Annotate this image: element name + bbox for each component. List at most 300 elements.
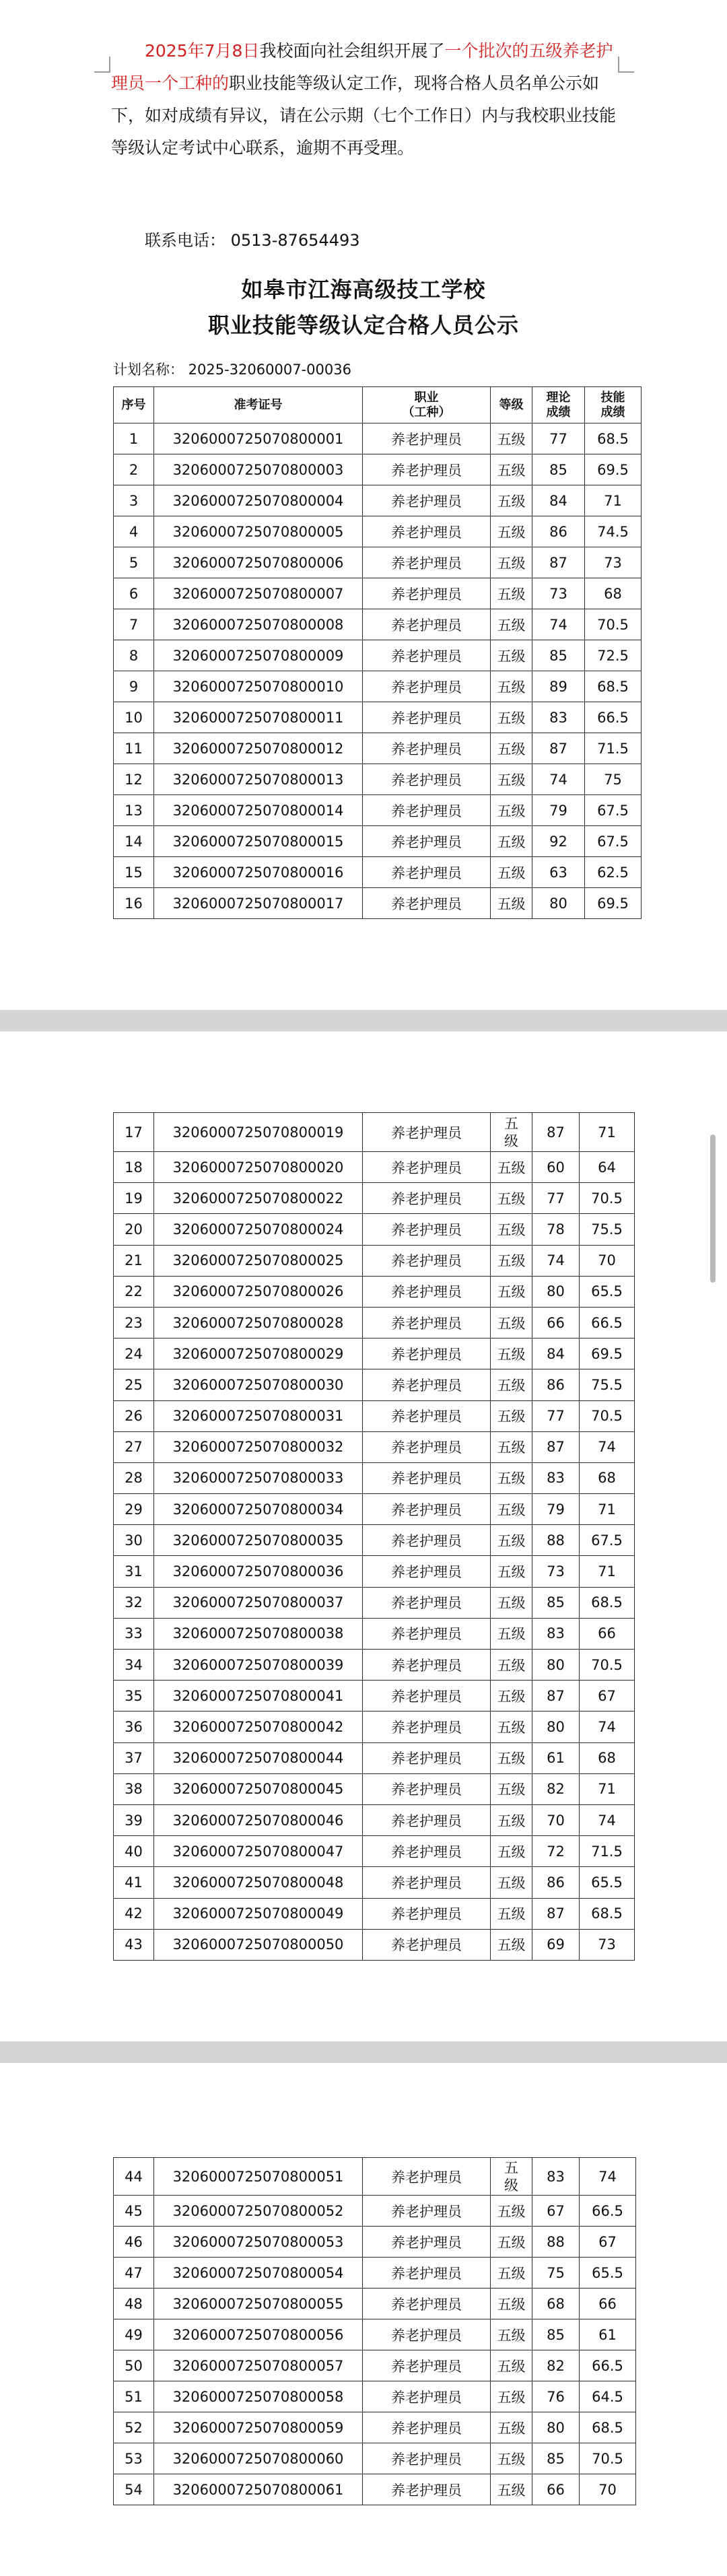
cell-level: 五级 bbox=[491, 826, 532, 857]
cell-occupation: 养老护理员 bbox=[363, 733, 491, 764]
cell-occupation: 养老护理员 bbox=[363, 1556, 491, 1587]
cell-skill-score: 66 bbox=[580, 2289, 636, 2319]
cell-occupation: 养老护理员 bbox=[363, 1214, 491, 1245]
cell-occupation: 养老护理员 bbox=[363, 516, 491, 547]
cell-occupation: 养老护理员 bbox=[363, 454, 491, 485]
cell-exam-id: 3206000725070800020 bbox=[154, 1152, 363, 1183]
cell-level: 五级 bbox=[491, 547, 532, 578]
cell-occupation: 养老护理员 bbox=[363, 2381, 491, 2412]
notice-date: 2025年7月8日 bbox=[145, 41, 260, 61]
cell-occupation: 养老护理员 bbox=[363, 826, 491, 857]
cell-level: 五级 bbox=[491, 1494, 532, 1525]
cell-skill-score: 66.5 bbox=[580, 1307, 635, 1338]
table-row bbox=[114, 1867, 635, 1898]
cell-row-no: 47 bbox=[114, 2258, 154, 2289]
cell-theory-score: 84 bbox=[532, 1338, 580, 1369]
cell-skill-score: 61 bbox=[580, 2319, 636, 2350]
cell-skill-score: 70.5 bbox=[580, 1400, 635, 1431]
cell-row-no: 28 bbox=[114, 1462, 154, 1493]
cell-exam-id: 3206000725070800015 bbox=[154, 826, 363, 857]
cell-skill-score: 68.5 bbox=[585, 671, 642, 702]
cell-row-no: 49 bbox=[114, 2319, 154, 2350]
cell-occupation: 养老护理员 bbox=[363, 671, 491, 702]
cell-row-no: 54 bbox=[114, 2474, 154, 2505]
cell-theory-score: 86 bbox=[532, 1867, 580, 1898]
cell-row-no: 24 bbox=[114, 1338, 154, 1369]
cell-level: 五级 bbox=[491, 2227, 532, 2258]
cell-row-no: 30 bbox=[114, 1525, 154, 1556]
cell-row-no: 6 bbox=[114, 578, 154, 609]
cell-skill-score: 67 bbox=[580, 1681, 635, 1711]
cell-exam-id: 3206000725070800022 bbox=[154, 1183, 363, 1214]
table-row bbox=[114, 1400, 635, 1431]
table-row bbox=[114, 1113, 635, 1152]
table-row bbox=[114, 2258, 636, 2289]
cell-level: 五级 bbox=[491, 423, 532, 454]
cell-theory-score: 80 bbox=[532, 2412, 580, 2443]
cell-exam-id: 3206000725070800028 bbox=[154, 1307, 363, 1338]
table-row bbox=[114, 1183, 635, 1214]
cell-level: 五级 bbox=[491, 888, 532, 919]
cell-row-no: 43 bbox=[114, 1929, 154, 1960]
cell-level: 五级 bbox=[491, 733, 532, 764]
cell-theory-score: 78 bbox=[532, 1214, 580, 1245]
cell-skill-score: 68 bbox=[585, 578, 642, 609]
cell-occupation: 养老护理员 bbox=[363, 609, 491, 640]
cell-occupation: 养老护理员 bbox=[363, 2474, 491, 2505]
table-row bbox=[114, 454, 642, 485]
cell-exam-id: 3206000725070800048 bbox=[154, 1867, 363, 1898]
cell-level: 五级 bbox=[491, 1431, 532, 1462]
cell-row-no: 26 bbox=[114, 1400, 154, 1431]
cell-occupation: 养老护理员 bbox=[363, 1494, 491, 1525]
cell-occupation: 养老护理员 bbox=[363, 1183, 491, 1214]
cell-row-no: 38 bbox=[114, 1773, 154, 1804]
cell-level: 五级 bbox=[491, 2412, 532, 2443]
cell-exam-id: 3206000725070800044 bbox=[154, 1742, 363, 1773]
cell-row-no: 48 bbox=[114, 2289, 154, 2319]
cell-level: 五级 bbox=[491, 1929, 532, 1960]
cell-row-no: 7 bbox=[114, 609, 154, 640]
cell-occupation: 养老护理员 bbox=[363, 1742, 491, 1773]
cell-occupation: 养老护理员 bbox=[363, 485, 491, 516]
cell-level: 五级 bbox=[491, 516, 532, 547]
cell-exam-id: 3206000725070800031 bbox=[154, 1400, 363, 1431]
cell-occupation: 养老护理员 bbox=[363, 1898, 491, 1929]
cell-row-no: 13 bbox=[114, 795, 154, 826]
cell-occupation: 养老护理员 bbox=[363, 1681, 491, 1711]
table-row bbox=[114, 640, 642, 671]
cell-exam-id: 3206000725070800049 bbox=[154, 1898, 363, 1929]
cell-exam-id: 3206000725070800056 bbox=[154, 2319, 363, 2350]
cell-occupation: 养老护理员 bbox=[363, 423, 491, 454]
cell-row-no: 23 bbox=[114, 1307, 154, 1338]
cell-skill-score: 70.5 bbox=[585, 609, 642, 640]
cell-level: 五级 bbox=[491, 1681, 532, 1711]
cell-row-no: 21 bbox=[114, 1245, 154, 1276]
cell-theory-score: 68 bbox=[532, 2289, 580, 2319]
cell-skill-score: 69.5 bbox=[585, 454, 642, 485]
cell-occupation: 养老护理员 bbox=[363, 1276, 491, 1307]
cell-exam-id: 3206000725070800006 bbox=[154, 547, 363, 578]
table-row bbox=[114, 2196, 636, 2227]
cell-level: 五级 bbox=[491, 1307, 532, 1338]
cell-occupation: 养老护理员 bbox=[363, 1369, 491, 1400]
cell-theory-score: 74 bbox=[532, 1245, 580, 1276]
cell-exam-id: 3206000725070800017 bbox=[154, 888, 363, 919]
cell-exam-id: 3206000725070800041 bbox=[154, 1681, 363, 1711]
cell-exam-id: 3206000725070800036 bbox=[154, 1556, 363, 1587]
cell-exam-id: 3206000725070800047 bbox=[154, 1836, 363, 1867]
cell-row-no: 46 bbox=[114, 2227, 154, 2258]
table-row bbox=[114, 2350, 636, 2381]
cell-theory-score: 60 bbox=[532, 1152, 580, 1183]
cell-occupation: 养老护理员 bbox=[363, 1711, 491, 1742]
cell-exam-id: 3206000725070800052 bbox=[154, 2196, 363, 2227]
cell-occupation: 养老护理员 bbox=[363, 888, 491, 919]
cell-exam-id: 3206000725070800046 bbox=[154, 1804, 363, 1835]
cell-row-no: 17 bbox=[114, 1113, 154, 1152]
cell-row-no: 52 bbox=[114, 2412, 154, 2443]
cell-level: 五级 bbox=[491, 1556, 532, 1587]
cell-skill-score: 75.5 bbox=[580, 1214, 635, 1245]
cell-skill-score: 69.5 bbox=[585, 888, 642, 919]
cell-exam-id: 3206000725070800009 bbox=[154, 640, 363, 671]
cell-level: 五级 bbox=[491, 1650, 532, 1681]
cell-skill-score: 62.5 bbox=[585, 857, 642, 888]
cell-theory-score: 83 bbox=[532, 702, 585, 733]
cell-skill-score: 70 bbox=[580, 1245, 635, 1276]
notice-title: 职业技能等级认定合格人员公示 bbox=[207, 312, 519, 338]
notice-text: 我校面向社会组织开展了 bbox=[259, 41, 445, 61]
cell-level: 五级 bbox=[491, 2474, 532, 2505]
cell-skill-score: 71 bbox=[580, 1113, 635, 1152]
cell-skill-score: 73 bbox=[580, 1929, 635, 1960]
cell-theory-score: 84 bbox=[532, 485, 585, 516]
cell-exam-id: 3206000725070800029 bbox=[154, 1338, 363, 1369]
table-row bbox=[114, 1804, 635, 1835]
cell-exam-id: 3206000725070800016 bbox=[154, 857, 363, 888]
cell-skill-score: 75 bbox=[585, 764, 642, 795]
cell-theory-score: 67 bbox=[532, 2196, 580, 2227]
cell-skill-score: 65.5 bbox=[580, 2258, 636, 2289]
header-no: 序号 bbox=[114, 387, 154, 423]
cell-exam-id: 3206000725070800026 bbox=[154, 1276, 363, 1307]
cell-level: 五级 bbox=[491, 2196, 532, 2227]
cell-occupation: 养老护理员 bbox=[363, 1804, 491, 1835]
header-level: 等级 bbox=[491, 387, 532, 423]
cell-theory-score: 86 bbox=[532, 1369, 580, 1400]
cell-occupation: 养老护理员 bbox=[363, 2258, 491, 2289]
cell-theory-score: 70 bbox=[532, 1804, 580, 1835]
cell-exam-id: 3206000725070800011 bbox=[154, 702, 363, 733]
cell-level: 五级 bbox=[491, 857, 532, 888]
cell-theory-score: 87 bbox=[532, 733, 585, 764]
cell-level: 五级 bbox=[491, 1276, 532, 1307]
cell-row-no: 33 bbox=[114, 1618, 154, 1649]
document-page-1 bbox=[0, 0, 727, 1010]
cell-exam-id: 3206000725070800004 bbox=[154, 485, 363, 516]
cell-theory-score: 85 bbox=[532, 454, 585, 485]
cell-exam-id: 3206000725070800038 bbox=[154, 1618, 363, 1649]
cell-theory-score: 89 bbox=[532, 671, 585, 702]
cell-row-no: 4 bbox=[114, 516, 154, 547]
table-row bbox=[114, 1773, 635, 1804]
table-row bbox=[114, 1587, 635, 1618]
cell-row-no: 2 bbox=[114, 454, 154, 485]
cell-row-no: 11 bbox=[114, 733, 154, 764]
cell-level: 五级 bbox=[491, 1214, 532, 1245]
table-row bbox=[114, 671, 642, 702]
table-row bbox=[114, 1214, 635, 1245]
table-row bbox=[114, 1650, 635, 1681]
cell-skill-score: 65.5 bbox=[580, 1867, 635, 1898]
cell-occupation: 养老护理员 bbox=[363, 1867, 491, 1898]
table-row bbox=[114, 423, 642, 454]
cell-exam-id: 3206000725070800033 bbox=[154, 1462, 363, 1493]
cell-skill-score: 74 bbox=[580, 1711, 635, 1742]
cell-skill-score: 66 bbox=[580, 1618, 635, 1649]
cell-theory-score: 79 bbox=[532, 1494, 580, 1525]
cell-row-no: 8 bbox=[114, 640, 154, 671]
document-page-2 bbox=[0, 1031, 727, 2041]
cell-theory-score: 77 bbox=[532, 1400, 580, 1431]
cell-theory-score: 77 bbox=[532, 423, 585, 454]
cell-row-no: 27 bbox=[114, 1431, 154, 1462]
cell-exam-id: 3206000725070800035 bbox=[154, 1525, 363, 1556]
cell-row-no: 29 bbox=[114, 1494, 154, 1525]
table-row bbox=[114, 733, 642, 764]
cell-row-no: 31 bbox=[114, 1556, 154, 1587]
cell-row-no: 14 bbox=[114, 826, 154, 857]
cell-exam-id: 3206000725070800053 bbox=[154, 2227, 363, 2258]
cell-skill-score: 68.5 bbox=[580, 1587, 635, 1618]
cell-row-no: 51 bbox=[114, 2381, 154, 2412]
header-exam-id: 准考证号 bbox=[154, 387, 363, 423]
cell-theory-score: 61 bbox=[532, 1742, 580, 1773]
cell-skill-score: 69.5 bbox=[580, 1338, 635, 1369]
cell-row-no: 25 bbox=[114, 1369, 154, 1400]
cell-skill-score: 68.5 bbox=[580, 2412, 636, 2443]
cell-row-no: 37 bbox=[114, 1742, 154, 1773]
cell-occupation: 养老护理员 bbox=[363, 2158, 491, 2196]
cell-exam-id: 3206000725070800059 bbox=[154, 2412, 363, 2443]
cell-skill-score: 67.5 bbox=[580, 1525, 635, 1556]
table-row bbox=[114, 1152, 635, 1183]
cell-theory-score: 92 bbox=[532, 826, 585, 857]
cell-row-no: 45 bbox=[114, 2196, 154, 2227]
cell-occupation: 养老护理员 bbox=[363, 702, 491, 733]
cell-exam-id: 3206000725070800014 bbox=[154, 795, 363, 826]
table-row bbox=[114, 764, 642, 795]
cell-theory-score: 73 bbox=[532, 578, 585, 609]
table-row bbox=[114, 1836, 635, 1867]
cell-level: 五级 bbox=[491, 454, 532, 485]
cell-level: 五级 bbox=[491, 2350, 532, 2381]
table-row bbox=[114, 2412, 636, 2443]
cell-occupation: 养老护理员 bbox=[363, 1400, 491, 1431]
cell-occupation: 养老护理员 bbox=[363, 1587, 491, 1618]
cell-exam-id: 3206000725070800008 bbox=[154, 609, 363, 640]
notice-paragraph bbox=[111, 35, 623, 164]
cell-row-no: 44 bbox=[114, 2158, 154, 2196]
cell-occupation: 养老护理员 bbox=[363, 1836, 491, 1867]
cell-skill-score: 71 bbox=[580, 1494, 635, 1525]
table-row bbox=[114, 702, 642, 733]
cell-occupation: 养老护理员 bbox=[363, 1773, 491, 1804]
cell-level: 五级 bbox=[491, 702, 532, 733]
cell-theory-score: 85 bbox=[532, 640, 585, 671]
cell-row-no: 18 bbox=[114, 1152, 154, 1183]
cell-row-no: 19 bbox=[114, 1183, 154, 1214]
cell-theory-score: 77 bbox=[532, 1183, 580, 1214]
cell-level: 五级 bbox=[491, 2381, 532, 2412]
cell-occupation: 养老护理员 bbox=[363, 640, 491, 671]
cell-occupation: 养老护理员 bbox=[363, 2319, 491, 2350]
cell-level: 五级 bbox=[491, 1773, 532, 1804]
table-row bbox=[114, 2474, 636, 2505]
cell-skill-score: 71 bbox=[580, 1556, 635, 1587]
scrollbar-thumb[interactable] bbox=[710, 1134, 716, 1283]
cell-row-no: 1 bbox=[114, 423, 154, 454]
cell-level: 五级 bbox=[491, 1836, 532, 1867]
cell-level: 五级 bbox=[491, 1113, 532, 1152]
cell-level: 五级 bbox=[491, 2158, 532, 2196]
table-row bbox=[114, 485, 642, 516]
cell-theory-score: 74 bbox=[532, 609, 585, 640]
cell-occupation: 养老护理员 bbox=[363, 1650, 491, 1681]
cell-row-no: 50 bbox=[114, 2350, 154, 2381]
cell-row-no: 41 bbox=[114, 1867, 154, 1898]
table-row bbox=[114, 888, 642, 919]
cell-skill-score: 68 bbox=[580, 1742, 635, 1773]
cell-occupation: 养老护理员 bbox=[363, 1462, 491, 1493]
cell-exam-id: 3206000725070800037 bbox=[154, 1587, 363, 1618]
cell-skill-score: 67.5 bbox=[585, 795, 642, 826]
cell-theory-score: 83 bbox=[532, 1618, 580, 1649]
cell-skill-score: 75.5 bbox=[580, 1369, 635, 1400]
cell-theory-score: 86 bbox=[532, 516, 585, 547]
cell-skill-score: 68.5 bbox=[580, 1898, 635, 1929]
cell-skill-score: 66.5 bbox=[580, 2196, 636, 2227]
cell-row-no: 5 bbox=[114, 547, 154, 578]
cell-theory-score: 72 bbox=[532, 1836, 580, 1867]
table-row bbox=[114, 1618, 635, 1649]
cell-exam-id: 3206000725070800042 bbox=[154, 1711, 363, 1742]
cell-exam-id: 3206000725070800001 bbox=[154, 423, 363, 454]
table-row bbox=[114, 1681, 635, 1711]
cell-theory-score: 80 bbox=[532, 1276, 580, 1307]
table-row bbox=[114, 1711, 635, 1742]
cell-row-no: 34 bbox=[114, 1650, 154, 1681]
header-skill-score: 技能 成绩 bbox=[585, 387, 642, 423]
cell-level: 五级 bbox=[491, 1804, 532, 1835]
cell-level: 五级 bbox=[491, 2443, 532, 2474]
table-row bbox=[114, 2443, 636, 2474]
cell-theory-score: 66 bbox=[532, 1307, 580, 1338]
table-row bbox=[114, 1525, 635, 1556]
document-page-3 bbox=[0, 2063, 727, 2576]
table-row bbox=[114, 857, 642, 888]
plan-name: 计划名称： 2025-32060007-00036 bbox=[113, 362, 351, 378]
table-row bbox=[114, 578, 642, 609]
table-row bbox=[114, 1494, 635, 1525]
table-row bbox=[114, 1929, 635, 1960]
table-row bbox=[114, 2319, 636, 2350]
cell-skill-score: 66.5 bbox=[580, 2350, 636, 2381]
cell-skill-score: 70 bbox=[580, 2474, 636, 2505]
header-theory-score: 理论 成绩 bbox=[532, 387, 585, 423]
cell-row-no: 22 bbox=[114, 1276, 154, 1307]
table-row bbox=[114, 1276, 635, 1307]
cell-skill-score: 70.5 bbox=[580, 1183, 635, 1214]
results-table bbox=[113, 1112, 635, 1961]
cell-skill-score: 64.5 bbox=[580, 2381, 636, 2412]
cell-exam-id: 3206000725070800013 bbox=[154, 764, 363, 795]
table-row bbox=[114, 1742, 635, 1773]
cell-occupation: 养老护理员 bbox=[363, 1525, 491, 1556]
cell-exam-id: 3206000725070800012 bbox=[154, 733, 363, 764]
table-row bbox=[114, 2289, 636, 2319]
cell-level: 五级 bbox=[491, 1898, 532, 1929]
cell-skill-score: 71.5 bbox=[585, 733, 642, 764]
cell-skill-score: 65.5 bbox=[580, 1276, 635, 1307]
cell-row-no: 39 bbox=[114, 1804, 154, 1835]
table-row bbox=[114, 516, 642, 547]
cell-theory-score: 74 bbox=[532, 764, 585, 795]
notice-highlight: 一个批次的五级养老护理员一个工种的 bbox=[111, 41, 613, 93]
cell-occupation: 养老护理员 bbox=[363, 2350, 491, 2381]
cell-level: 五级 bbox=[491, 1338, 532, 1369]
cell-skill-score: 72.5 bbox=[585, 640, 642, 671]
cell-theory-score: 85 bbox=[532, 1587, 580, 1618]
cell-skill-score: 68.5 bbox=[585, 423, 642, 454]
table-row bbox=[114, 609, 642, 640]
table-row bbox=[114, 826, 642, 857]
cell-exam-id: 3206000725070800034 bbox=[154, 1494, 363, 1525]
cell-occupation: 养老护理员 bbox=[363, 857, 491, 888]
cell-occupation: 养老护理员 bbox=[363, 1338, 491, 1369]
cell-row-no: 42 bbox=[114, 1898, 154, 1929]
cell-exam-id: 3206000725070800054 bbox=[154, 2258, 363, 2289]
cell-level: 五级 bbox=[491, 1525, 532, 1556]
cell-theory-score: 88 bbox=[532, 2227, 580, 2258]
cell-occupation: 养老护理员 bbox=[363, 764, 491, 795]
cell-theory-score: 87 bbox=[532, 1898, 580, 1929]
cell-occupation: 养老护理员 bbox=[363, 1245, 491, 1276]
cell-theory-score: 80 bbox=[532, 888, 585, 919]
cell-theory-score: 82 bbox=[532, 2350, 580, 2381]
contact-phone: 联系电话： 0513-87654493 bbox=[145, 231, 360, 250]
cell-occupation: 养老护理员 bbox=[363, 1929, 491, 1960]
cell-level: 五级 bbox=[491, 1152, 532, 1183]
cell-level: 五级 bbox=[491, 1742, 532, 1773]
cell-level: 五级 bbox=[491, 2289, 532, 2319]
cell-exam-id: 3206000725070800005 bbox=[154, 516, 363, 547]
cell-occupation: 养老护理员 bbox=[363, 2289, 491, 2319]
table-row bbox=[114, 1369, 635, 1400]
cell-skill-score: 70.5 bbox=[580, 1650, 635, 1681]
cell-theory-score: 83 bbox=[532, 2158, 580, 2196]
cell-row-no: 9 bbox=[114, 671, 154, 702]
cell-row-no: 15 bbox=[114, 857, 154, 888]
cell-skill-score: 64 bbox=[580, 1152, 635, 1183]
cell-theory-score: 83 bbox=[532, 1462, 580, 1493]
cell-theory-score: 88 bbox=[532, 1525, 580, 1556]
cell-row-no: 16 bbox=[114, 888, 154, 919]
cell-row-no: 3 bbox=[114, 485, 154, 516]
cell-skill-score: 66.5 bbox=[585, 702, 642, 733]
